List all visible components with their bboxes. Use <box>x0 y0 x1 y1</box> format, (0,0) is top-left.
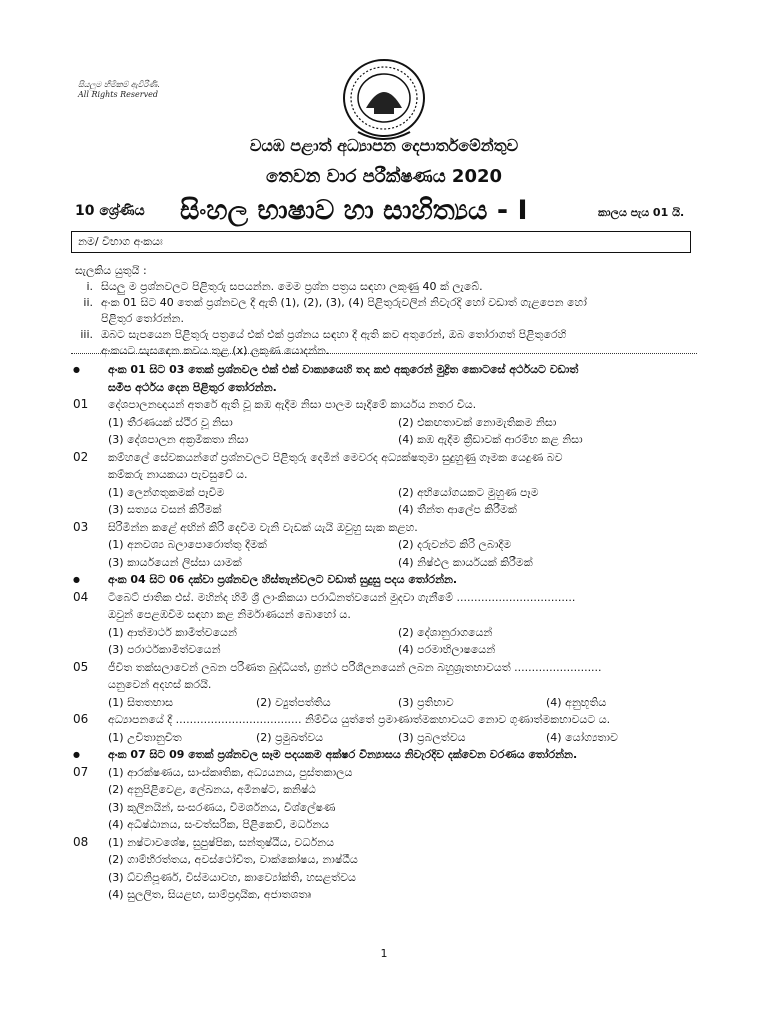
answer-option[interactable]: (3) ප්‍රබලත්වය <box>398 730 466 744</box>
question-number: 02 <box>73 449 89 464</box>
question-number: 01 <box>73 397 89 411</box>
question-number: 04 <box>73 589 89 604</box>
answer-option[interactable]: (1) නෂ්ටාවශේෂ, සුපුෂ්පික, සන්තුෂ්ඨිය, වර්ධනය <box>108 835 334 849</box>
answer-option[interactable]: (2) එකඟතාවක් නොමැතිකම නිසා <box>398 415 557 429</box>
instruction-text: සියලු ම ප්‍රශ්නවලට පිළිතුරු සපයන්න. මෙම ප්‍රශ්න පත්‍රය සඳහා ලකුණු 40 ක් ලැබේ. <box>101 280 483 293</box>
bullet-icon: ● <box>73 575 80 584</box>
answer-option[interactable]: (1) සිතතභාස <box>108 695 174 709</box>
name-index-label: නම/ විභාග අංකයඃ <box>78 235 163 248</box>
answer-option[interactable]: (3) පරාර්ථකාමීත්වයෙන් <box>108 643 221 656</box>
answer-option[interactable]: (4) අධිෂ්ඨානය, සංවත්සරික, පිළිකෙව්, මර්ධනය <box>108 818 330 831</box>
answer-option[interactable]: (2) දේශානුරාගයෙන් <box>398 625 493 639</box>
section-instruction: අංක 04 සිට 06 දක්වා ප්‍රශ්නවල හිස්තැන්වලට වඩාත් සුදුසු පදය තෝරන්න. <box>108 573 458 586</box>
answer-option[interactable]: (4) සුලලිත, සියළඟ, සාම්ප්‍රදායික, අජාතශත්‍රු <box>108 888 311 901</box>
bullet-icon: ● <box>73 365 80 374</box>
answer-option[interactable]: (2) ව්‍යුත්පත්තිය <box>256 695 331 709</box>
answer-option[interactable]: (3) කාර්යයෙන් ලිස්සා යාමක් <box>108 555 242 569</box>
question-text: අධ්‍යාපනයේ දී .................................... නිම්විය යුත්තේ ප්‍රමාණාත්මකභාවයට නොව ගුණාත්මකභාවයට ය. <box>108 713 611 726</box>
answer-option[interactable]: (2) දරුවන්ට කිරි ලබාදීම <box>398 538 512 551</box>
question-text: ජීවිත තක්සලාවෙන් ලබන පරිණත බුද්ධියත්, ග්‍රන්ථ පරිශීලනයෙන් ලබන බහුශ්‍රැතභාවයත් ......................... <box>108 660 602 674</box>
answer-option[interactable]: (1) තීරණයක් ස්ථිර වූ නිසා <box>108 415 233 429</box>
question-text: ඔවුන් පෙළඹවීම සඳහා කළ නිර්මාණයන් බොහෝ ය. <box>108 608 351 621</box>
grade-label: 10 ශ්‍රේණිය <box>75 203 145 219</box>
name-index-field[interactable] <box>71 231 691 253</box>
exam-title: තෙවන වාර පරීක්ෂණය 2020 <box>265 166 503 187</box>
instruction-text: අංකයට සැසඳෙන කවය තුළ (x) ලකුණ යොදන්න. <box>101 344 330 357</box>
bullet-icon: ● <box>73 750 80 759</box>
question-text: ටිබෙට් ජාතික එස්. මහින්ද හිමි ශ්‍රී ලාංකිකයා පරාධීනත්වයෙන් මුදවා ගැනීමේ .................................. <box>108 590 576 604</box>
question-number: 08 <box>73 834 89 849</box>
question-number: 07 <box>73 764 89 779</box>
answer-option[interactable]: (4) පරමාභිලාෂයෙන් <box>398 643 496 656</box>
answer-option[interactable]: (2) අභියෝගයකට මුහුණ පෑම <box>398 485 539 499</box>
answer-option[interactable]: (1) උචිතානුචිත <box>108 730 182 744</box>
answer-option[interactable]: (3) කුලීනයින්, සංසරණය, විමර්ශනය, විශ්ලේෂණ <box>108 800 336 814</box>
answer-option[interactable]: (1) අනවශ්‍ය බලාපොරොත්තු දීමක් <box>108 538 267 551</box>
section-divider <box>71 353 697 354</box>
instruction-text: අංක 01 සිට 40 තෙක් ප්‍රශ්නවල දී ඇති (1), (2), (3), (4) පිළිතුරුවලින් නිවැරදි හෝ වඩාත් ගැළපෙන හෝ <box>101 296 587 309</box>
instruction-number: i. <box>86 280 93 293</box>
department-name: වයඹ පළාත් අධ්‍යාපන දෙපාර්තමේන්තුව <box>249 136 519 155</box>
question-text: යනුවෙන් අදහස් කරයි. <box>108 678 212 691</box>
section-instruction: අංක 01 සිට 03 තෙක් ප්‍රශ්නවල එක් එක් වාක්‍යයෙහි තද කළු අකුරෙන් මුද්‍රිත කොටසේ අර්ථයට වඩාත් <box>108 363 579 376</box>
answer-option[interactable]: (4) නිෂ්ඵල කාර්යයක් කිරීමක් <box>398 555 533 569</box>
answer-option[interactable]: (1) ආත්මාර්ථ කාමීත්වයෙන් <box>108 625 237 639</box>
rights-line-sinhala: සියලුම හිමිකම් ඇවිරිණි. <box>78 80 160 89</box>
instruction-text: ඔබට සැපයෙන පිළිතුරු පත්‍රයේ එක් එක් ප්‍රශ්නය සඳහා දී ඇති කව අතුරෙන්, ඔබ තෝරාගත් පිළිතුරෙහි <box>101 328 567 341</box>
section-instruction: සමීප අර්ථය දෙන පිළිතුර තෝරන්න. <box>108 380 277 394</box>
answer-option[interactable]: (2) ප්‍රමුඛත්වය <box>256 730 324 744</box>
rights-notice <box>78 80 160 100</box>
time-allowed: කාලය පැය 01 යි. <box>598 206 685 219</box>
answer-option[interactable]: (3) ප්‍රතිභාව <box>398 695 454 709</box>
instruction-text: පිළිතුර තෝරන්න. <box>101 312 184 325</box>
section-instruction: අංක 07 සිට 09 තෙක් ප්‍රශ්නවල සෑම පදයකම අක්ෂර වින්‍යාසය නිවැරදිව දක්වෙන වරණය තෝරන්න. <box>108 748 578 761</box>
instruction-number: ii. <box>83 296 93 309</box>
question-number: 03 <box>73 519 89 534</box>
page-number: 1 <box>380 947 388 960</box>
answer-option[interactable]: (2) අනුපිළිවෙළ, ලේඛනය, අමිනෂ්ට, කනිෂ්ඨ <box>108 783 316 796</box>
question-text: කම්හලේ සේවකයන්ගේ ප්‍රශ්නවලට පිළිතුරු දෙමින් මෙවරද අධ්‍යක්ෂතුමා සුදුහුණු ගෑමක යෙදුණ බව <box>108 450 563 464</box>
question-number: 05 <box>73 659 89 674</box>
answer-option[interactable]: (4) අනුභූතිය <box>546 695 607 709</box>
answer-option[interactable]: (4) යෝග්‍යතාව <box>546 730 618 744</box>
answer-option[interactable]: (1) ආරක්ෂණය, සාංස්කෘතික, අධ්‍යයනය, පුස්තකාලය <box>108 765 353 779</box>
provincial-emblem-icon <box>336 56 432 144</box>
question-number: 06 <box>73 712 89 726</box>
question-text: දේශපාලනඥයන් අතරේ ඇති වූ කඹ ඇදීම නිසා පාලම සෑදීමේ කාර්යය නතර විය. <box>108 398 477 411</box>
instructions-title: සැලකිය යුතුයි : <box>75 264 147 277</box>
answer-option[interactable]: (2) ගාම්භීරත්තය, අවස්ථෝචිත, වාක්කෝෂය, නාෂ්ඨීය <box>108 853 358 866</box>
answer-option[interactable]: (3) ධ්වනිපූර්ණ, විස්මයාවහ, කාව්‍යෝක්ති, හසළත්වය <box>108 870 356 884</box>
subject-title: සිංහල භාෂාව හා සාහිත්‍යය - I <box>180 195 528 226</box>
instruction-number: iii. <box>80 328 93 341</box>
answer-option[interactable]: (4) තීන්ත ආලේප කිරීමක් <box>398 503 517 516</box>
rights-line-english: All Rights Reserved <box>78 90 158 99</box>
answer-option[interactable]: (1) ලෙන්ගතුකමක් පෑවීම <box>108 485 225 499</box>
question-text: කම්කරු නායකයා පැවසුවේ ය. <box>108 468 248 481</box>
answer-option[interactable]: (3) දේශපාලන අක්‍රමිකතා නිසා <box>108 433 249 446</box>
answer-option[interactable]: (3) සත්‍යය වසන් කිරීමක් <box>108 503 222 516</box>
answer-option[interactable]: (4) කඹ ඇදීම ක්‍රීඩාවක් ආරම්භ කළ නිසා <box>398 433 583 446</box>
question-text: සිරිමින්න කළේ අඟින් කිරි දෙවීම වැනි වැඩක් යැයි ඔවුහු සැක කළහ. <box>108 520 418 534</box>
